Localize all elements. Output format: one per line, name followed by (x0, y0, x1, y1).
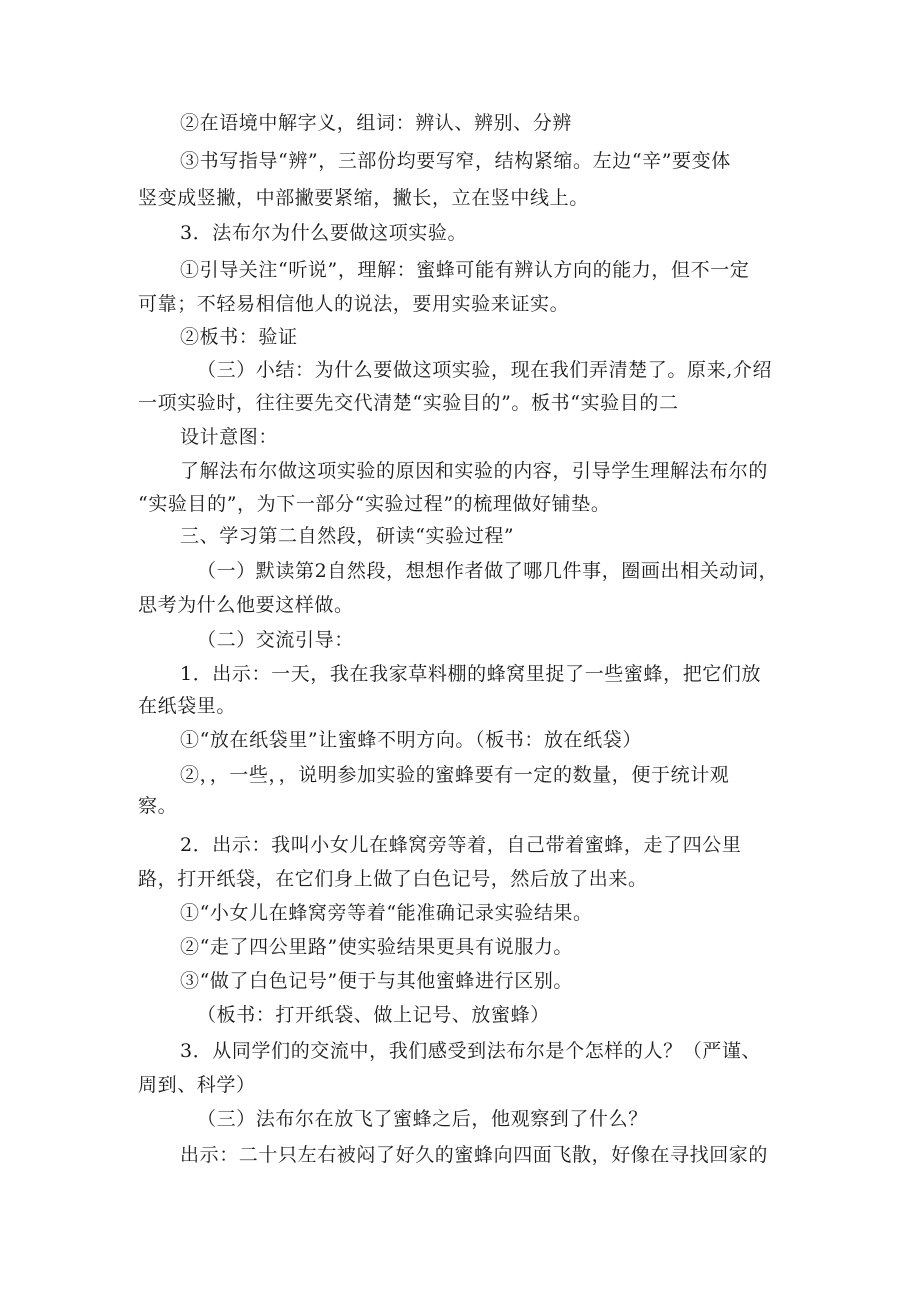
text-line: 可靠；不轻易相信他人的说法，要用实验来证实。 (138, 293, 570, 315)
text-line: 一项实验时，往往要先交代清楚“实验目的”。板书“实验目的二 (138, 392, 679, 414)
text-line: （二）交流引导： (197, 629, 354, 651)
text-line: ③“做了白色记号”便于与其他蜜蜂进行区别。 (180, 970, 574, 992)
text-line: ①“放在纸袋里”让蜜蜂不明方向。（板书：放在纸袋） (180, 729, 642, 751)
text-line: ①引导关注“听说”，理解：蜜蜂可能有辨认方向的能力，但不一定 (180, 259, 750, 281)
text-line: 2．出示：我叫小女儿在蜂窝旁等着，自己带着蜜蜂，走了四公里 (180, 834, 742, 856)
text-line: （板书：打开纸袋、做上记号、放蜜蜂） (197, 1004, 550, 1026)
text-line: 1．出示：一天，我在我家草料棚的蜂窝里捉了一些蜜蜂，把它们放 (180, 663, 762, 685)
text-line: （一）默读第2自然段，想想作者做了哪几件事，圈画出相关动词， (197, 560, 779, 582)
text-line: 设计意图： (180, 426, 279, 448)
text-line: 思考为什么他要这样做。 (138, 594, 354, 616)
text-line: 3．从同学们的交流中，我们感受到法布尔是个怎样的人？（严谨、 (180, 1040, 762, 1062)
text-line: （三）小结：为什么要做这项实验，现在我们弄清楚了。原来,介绍 (197, 359, 773, 381)
text-line: 竖变成竖撇，中部撇要紧缩，撇长，立在竖中线上。 (138, 187, 589, 209)
text-line: ②板书：验证 (180, 326, 298, 348)
text-line: ③书写指导“辨”，三部份均要写窄，结构紧缩。左边“辛”要变体 (180, 150, 731, 172)
text-line: ②，，一些，，说明参加实验的蜜蜂要有一定的数量，便于统计观 (180, 764, 730, 786)
text-line: ②在语境中解字义，组词：辨认、辨别、分辨 (180, 112, 573, 134)
text-line: “实验目的”，为下一部分“实验过程”的梳理做好铺垫。 (138, 493, 611, 515)
text-line: 路，打开纸袋，在它们身上做了白色记号，然后放了出来。 (138, 868, 648, 890)
text-line: 出示：二十只左右被闷了好久的蜜蜂向四面飞散，好像在寻找回家的 (180, 1144, 769, 1166)
text-line: 周到、科学） (138, 1074, 256, 1096)
text-line: 三、学习第二自然段，研读“实验过程” (180, 525, 515, 547)
text-line: 3．法布尔为什么要做这项实验。 (180, 222, 468, 244)
text-line: ①“小女儿在蜂窝旁等着“能准确记录实验结果。 (180, 902, 593, 924)
text-line: （三）法布尔在放飞了蜜蜂之后，他观察到了什么？ (197, 1108, 648, 1130)
text-line: 察。 (138, 795, 178, 817)
text-line: ②“走了四公里路”使实验结果更具有说服力。 (180, 936, 574, 958)
text-line: 了解法布尔做这项实验的原因和实验的内容，引导学生理解法布尔的 (180, 460, 769, 482)
text-line: 在纸袋里。 (138, 695, 237, 717)
